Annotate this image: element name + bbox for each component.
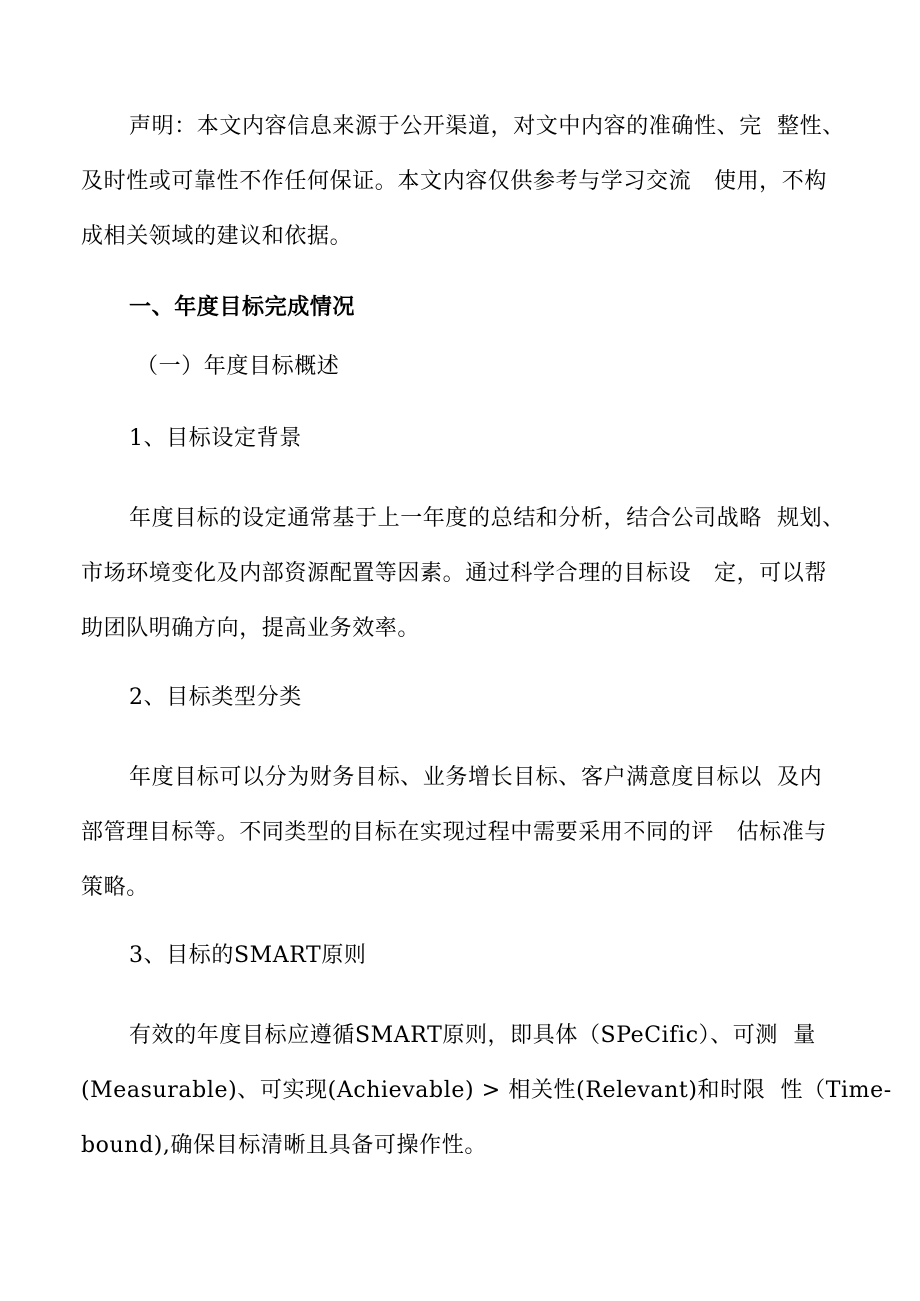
item-1-paragraph-line-1: 年度目标的设定通常基于上一年度的总结和分析，结合公司战略 规划、 (129, 506, 845, 531)
item-2-paragraph-line-1: 年度目标可以分为财务目标、业务增长目标、客户满意度目标以 及内 (129, 765, 823, 790)
statement-line-3: 成相关领域的建议和依据。 (81, 224, 353, 249)
item-1-heading: 1、目标设定背景 (129, 426, 302, 451)
subsection-heading: （一）年度目标概述 (136, 354, 340, 379)
item-2-heading: 2、目标类型分类 (129, 685, 302, 710)
item-3-paragraph-line-2: (Measurable)、可实现(Achievable) > 相关性(Relevant)和时限 性（Time- (81, 1078, 892, 1103)
statement-line-2: 及时性或可靠性不作任何保证。本文内容仅供参考与学习交流 使用，不构 (81, 169, 827, 194)
item-2-paragraph-line-3: 策略。 (81, 875, 149, 900)
item-1-paragraph-line-3: 助团队明确方向，提高业务效率。 (81, 616, 421, 641)
item-3-paragraph-line-3: bound),确保目标清晰且具备可操作性。 (81, 1133, 487, 1158)
item-1-paragraph-line-2: 市场环境变化及内部资源配置等因素。通过科学合理的目标设 定，可以帮 (81, 561, 827, 586)
item-2-paragraph-line-2: 部管理目标等。不同类型的目标在实现过程中需要采用不同的评 估标准与 (81, 820, 827, 845)
item-3-heading: 3、目标的SMART原则 (129, 943, 367, 968)
item-3-paragraph-line-1: 有效的年度目标应遵循SMART原则，即具体（SPeCific）、可测 量 (129, 1023, 816, 1048)
section-heading: 一、年度目标完成情况 (129, 294, 356, 320)
statement-line-1: 声明：本文内容信息来源于公开渠道，对文中内容的准确性、完 整性、 (129, 114, 845, 139)
